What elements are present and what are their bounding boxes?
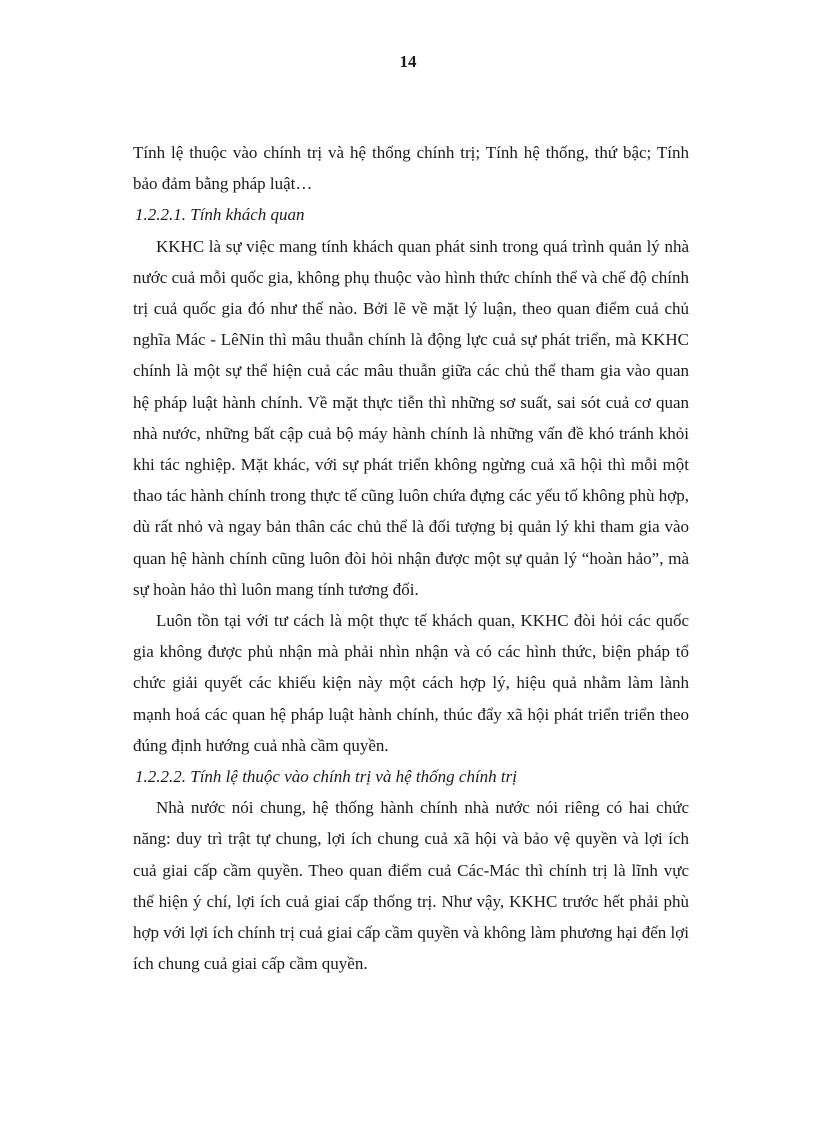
section-heading-1-2-2-1: 1.2.2.1. Tính khách quan xyxy=(135,205,305,225)
document-body xyxy=(133,137,689,979)
paragraph-objective-reality: Luôn tồn tại với tư cách là một thực tế khách quan, KKHC đòi hỏi các quốc gia không được phủ nhận mà phải nhìn nhận và có các hình thức, biện pháp tổ chức giải quyết các khiếu kiện này một cách hợp lý, hiệu quả nhằm làm lành mạnh hoá các quan hệ pháp luật hành chính, thúc đẩy xã hội phát triển triển theo đúng định hướng cuả nhà cầm quyền. xyxy=(133,611,689,755)
paragraph-objectivity: KKHC là sự việc mang tính khách quan phát sinh trong quá trình quản lý nhà nước cuả mỗi quốc gia, không phụ thuộc vào hình thức chính thể và chế độ chính trị cuả quốc gia đó như thế nào. Bởi lẽ về mặt lý luận, theo quan điểm cuả chủ nghĩa Mác - LêNin thì mâu thuẫn chính là động lực cuả sự phát triển, mà KKHC chính là một sự thể hiện cuả các mâu thuẫn giữa các chủ thể tham gia vào quan hệ pháp luật hành chính. Về mặt thực tiễn thì những sơ suất, sai sót cuả cơ quan nhà nước, những bất cập cuả bộ máy hành chính là những vấn đề khó tránh khỏi khi tác nghiệp. Mặt khác, với sự phát triển không ngừng cuả xã hội thì mỗi một thao tác hành chính trong thực tế cũng luôn chứa đựng các yếu tố không phù hợp, dù rất nhỏ và ngay bản thân các chủ thể là đối tượng bị quản lý khi tham gia vào quan hệ hành chính cũng luôn đòi hỏi nhận được một sự quản lý “hoàn hảo”, mà sự hoàn hảo thì luôn mang tính tương đối. xyxy=(133,236,689,599)
page-number: 14 xyxy=(399,52,417,71)
paragraph-intro-continuation: Tính lệ thuộc vào chính trị và hệ thống chính trị; Tính hệ thống, thứ bậc; Tính bảo đảm bằng pháp luật… xyxy=(133,143,689,194)
paragraph-political-dependence: Nhà nước nói chung, hệ thống hành chính nhà nước nói riêng có hai chức năng: duy trì trật tự chung, lợi ích chung cuả xã hội và bảo vệ quyền và lợi ích cuả giai cấp cầm quyền. Theo quan điểm cuả Các-Mác thì chính trị là lĩnh vực thể hiện ý chí, lợi ích cuả giai cấp thống trị. Như vậy, KKHC trước hết phải phù hợp với lợi ích chính trị cuả giai cấp cầm quyền và không làm phương hại đến lợi ích chung cuả giai cấp cầm quyền. xyxy=(133,798,689,974)
section-heading-1-2-2-2: 1.2.2.2. Tính lệ thuộc vào chính trị và hệ thống chính trị xyxy=(135,767,517,787)
